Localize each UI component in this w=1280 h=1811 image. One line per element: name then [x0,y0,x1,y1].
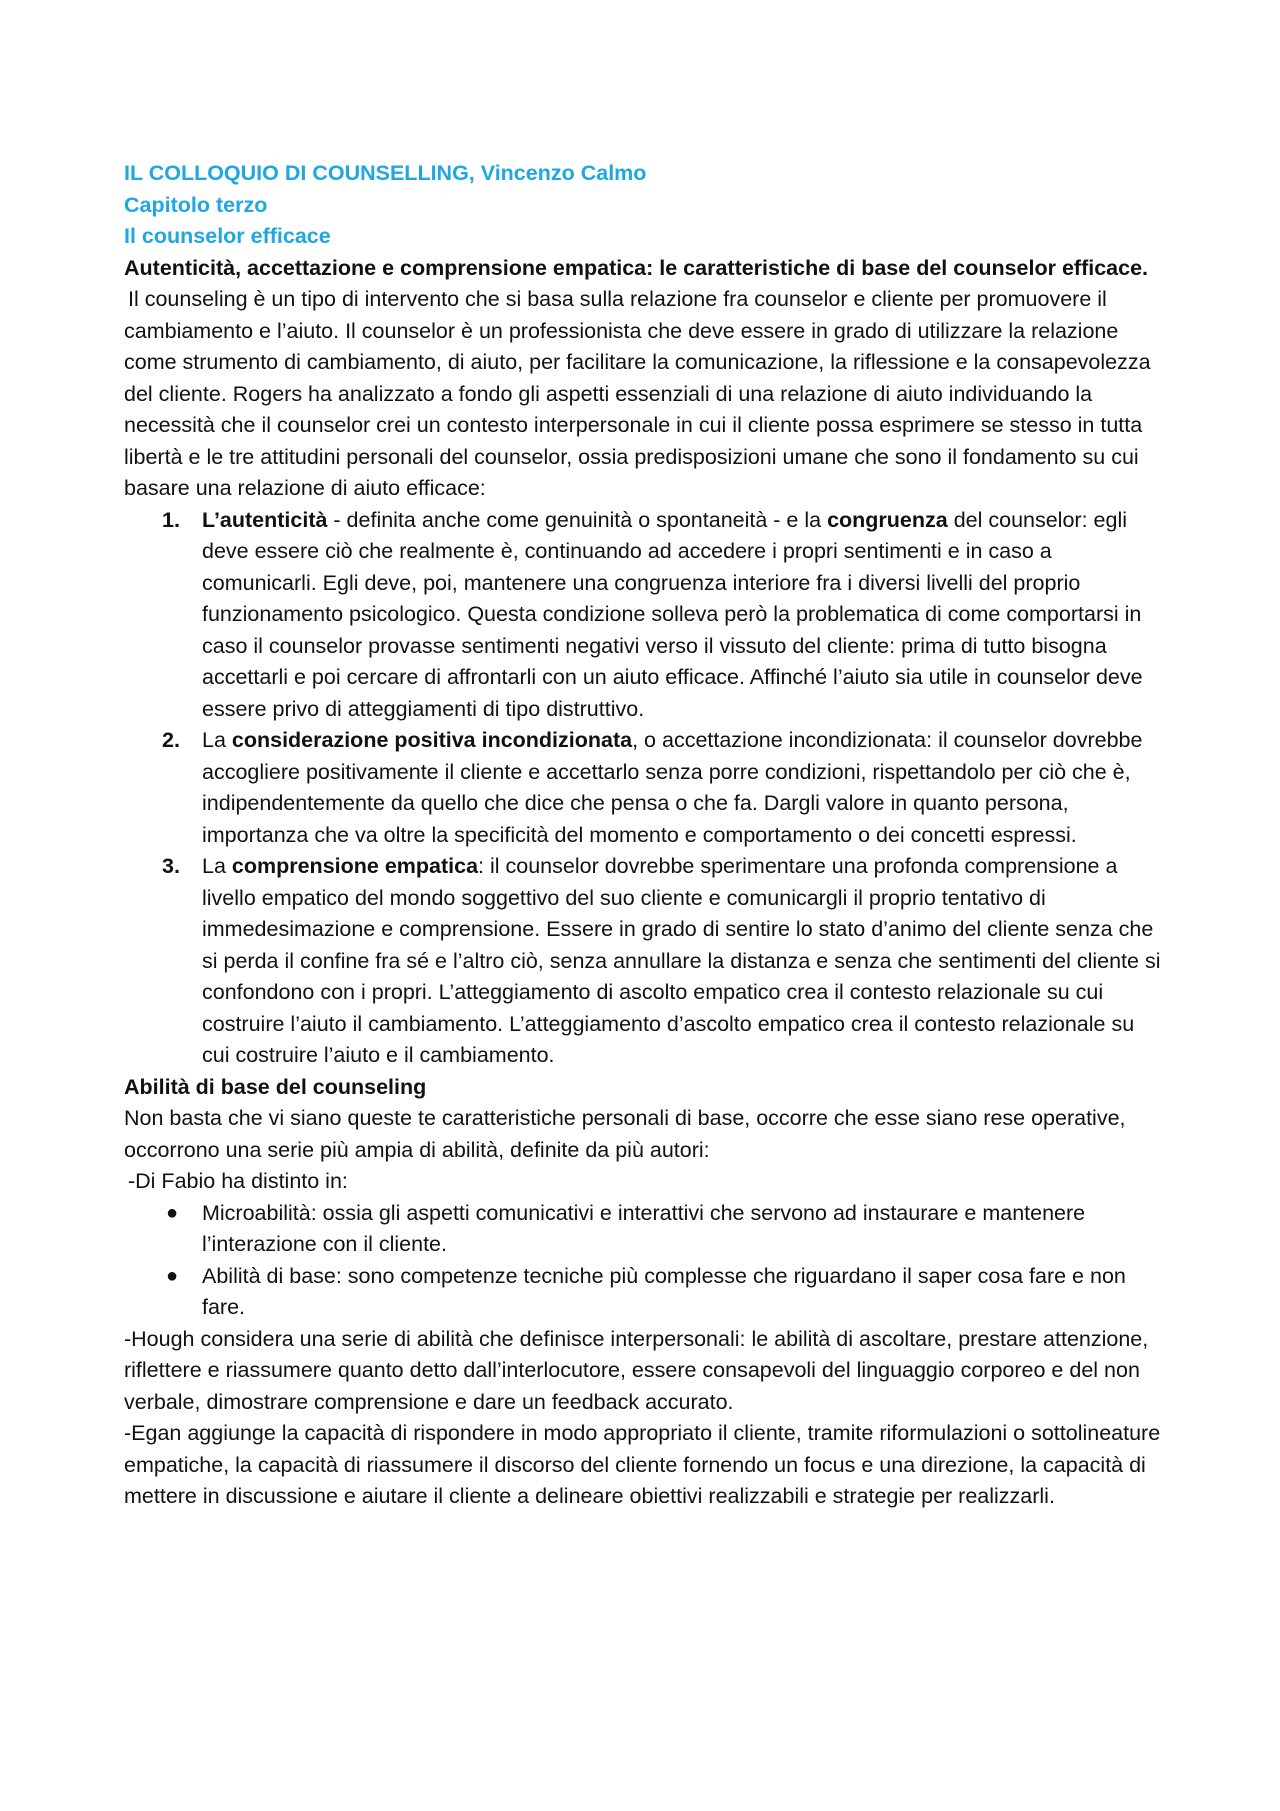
list-item [124,1261,1165,1324]
item-text: del counselor: egli deve essere ciò che realmente è, continuando ad accedere i propri sentimenti e in caso a comunicarli. Egli deve, poi, mantenere una congruenza interiore fra i diversi livelli del proprio funzionamento psicologico. Questa condizione solleva però la problematica di come comportarsi in caso il counselor provasse sentimenti negativi verso il vissuto del cliente: prima di tutto bisogna accettarli e poi cercare di affrontarli con un aiuto efficace. Affinché l’aiuto sia utile in counselor deve essere privo di atteggiamenti di tipo distruttivo. [202,507,1143,721]
term-positive-regard: considerazione positiva incondizionata [231,728,633,752]
list-item [124,505,1165,726]
difabio-bullets [124,1198,1165,1324]
term-authenticity: L’autenticità [202,507,328,532]
list-number: 1. [162,507,180,532]
item-text: - definita anche come genuinità o spontaneità - e la [327,507,828,532]
intro-paragraph: Il counseling è un tipo di intervento che si basa sulla relazione fra counselor e cliente per promuovere il cambiamento e l’aiuto. Il counselor è un professionista che deve essere in grado di utilizzare la relazione come strumento di cambiamento, di aiuto, per facilitare la comunicazione, la riflessione e la consapevolezza del cliente. Rogers ha analizzato a fondo gli aspetti essenziali di una relazione di aiuto individuando la necessità che il counselor crei un contesto interpersonale in cui il cliente possa esprimere se stesso in tutta libertà e le tre attitudini personali del counselor, ossia predisposizioni umane che sono il fondamento su cui basare una relazione di aiuto efficace: [124,287,1157,500]
list-item [124,725,1165,851]
section-heading-characteristics: Autenticità, accettazione e comprensione empatica: le caratteristiche di base del counselor efficace. [124,255,1149,280]
term-congruence: congruenza [827,507,948,532]
section-heading-skills: Abilità di base del counseling [124,1074,427,1099]
bullet-text: Microabilità: ossia gli aspetti comunicativi e interattivi che servono ad instaurare e mantenere l’interazione con il cliente. [202,1200,1086,1256]
item-text: , o accettazione incondizionata: il counselor dovrebbe accogliere positivamente il cliente e accettarlo senza porre condizioni, rispettandolo per ciò che è, indipendentemente da quello che dice che pensa o che fa. Dargli valore in quanto persona, importanza che va oltre la specificità del momento e comportamento o dei concetti espressi. [202,728,1143,847]
list-item [124,851,1165,1072]
chapter-title: Il counselor efficace [124,224,331,248]
list-number: 2. [162,728,180,752]
list-number: 3. [162,854,180,878]
bullet-icon: ● [166,1201,179,1224]
egan-paragraph: -Egan aggiunge la capacità di rispondere in modo appropriato il cliente, tramite riformulazioni o sottolineature empatiche, la capacità di riassumere il discorso del cliente fornendo un focus e una direzione, la capacità di mettere in discussione e aiutare il cliente a delineare obiettivi realizzabili e strategie per realizzarli. [124,1421,1167,1508]
item-text: La [202,854,232,878]
item-text: La [202,728,232,752]
difabio-line: -Di Fabio ha distinto in: [128,1169,348,1193]
bullet-icon: ● [166,1264,179,1287]
term-empathic-understanding: comprensione empatica [231,854,479,878]
item-text: : il counselor dovrebbe sperimentare una profonda comprensione a livello empatico del mondo soggettivo del suo cliente e comunicargli il proprio tentativo di immedesimazione e comprensione. Essere in grado di sentire lo stato d’animo del cliente senza che si perda il confine fra sé e l’altro ciò, senza annullare la distanza e senza che sentimenti del cliente si confondono con i propri. L’atteggiamento di ascolto empatico crea il contesto relazionale su cui costruire l’aiuto il cambiamento. L’atteggiamento d’ascolto empatico crea il contesto relazionale su cui costruire l’aiuto e il cambiamento. [202,854,1161,1067]
hough-paragraph: -Hough considera una serie di abilità che definisce interpersonali: le abilità di ascoltare, prestare attenzione, riflettere e riassumere quanto detto dall’interlocutore, essere consapevoli del linguaggio corporeo e del non verbale, dimostrare comprensione e dare un feedback accurato. [124,1326,1155,1414]
list-item [124,1198,1165,1261]
skills-intro-paragraph: Non basta che vi siano queste te caratteristiche personali di base, occorre che esse siano rese operative, occorrono una serie più ampia di abilità, definite da più autori: [124,1106,1132,1162]
bullet-text: Abilità di base: sono competenze tecniche più complesse che riguardano il saper cosa fare e non fare. [202,1263,1126,1319]
document-title: IL COLLOQUIO DI COUNSELLING, Vincenzo Calmo [124,161,647,185]
chapter-number: Capitolo terzo [124,192,268,217]
attitudes-list [124,505,1165,1072]
